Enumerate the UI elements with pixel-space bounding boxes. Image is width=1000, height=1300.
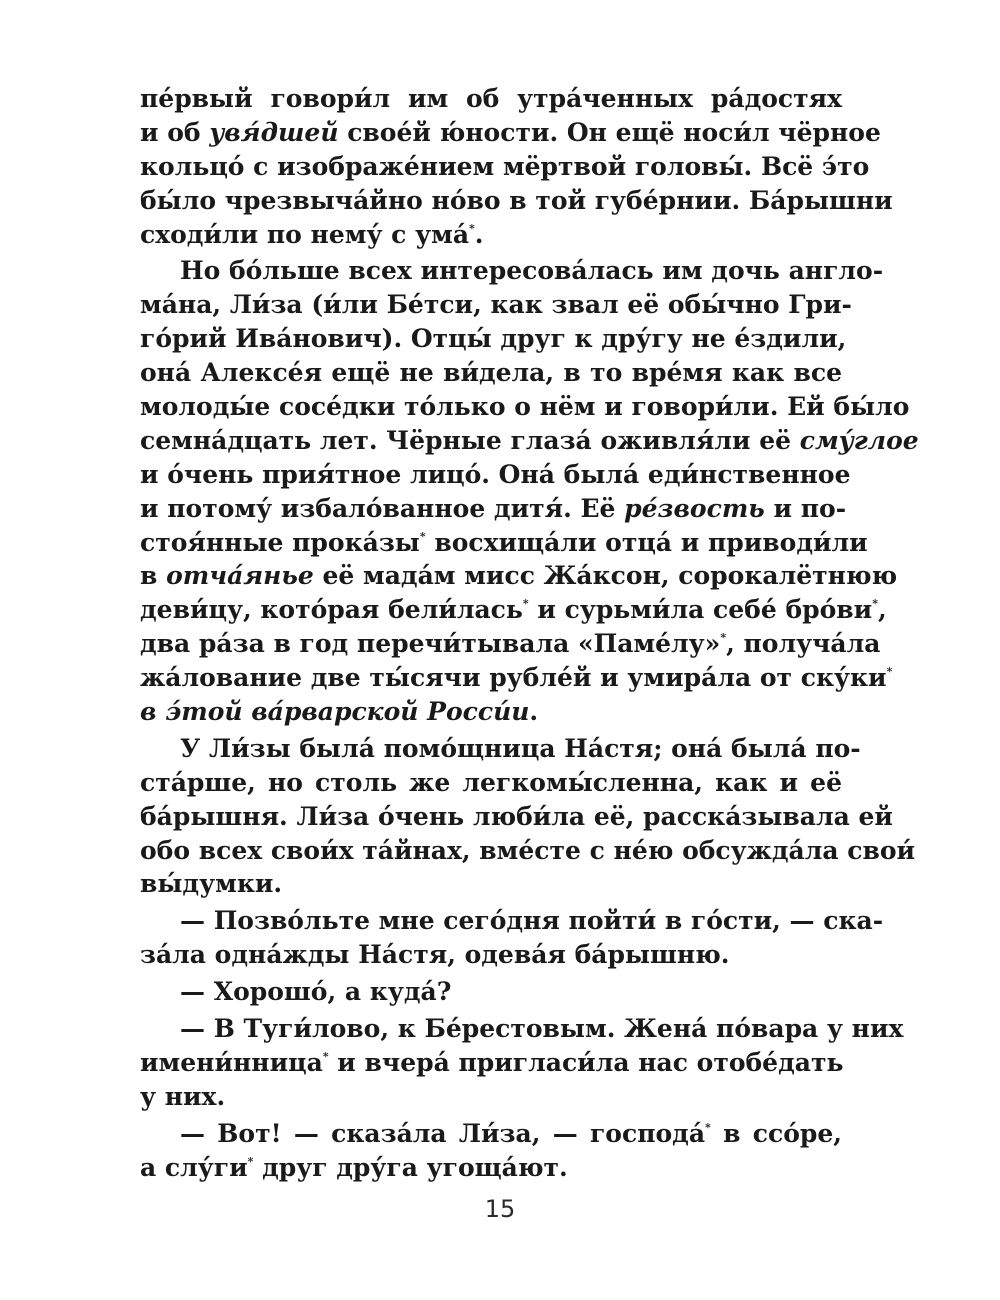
footnote-marker: *: [720, 631, 727, 645]
text-line: два ра́за в год перечи́тывала «Паме́лу»*, получа́ла: [140, 629, 881, 659]
text-line: и о́чень прия́тное лицо́. Она́ была́ еди́нственное: [140, 459, 851, 489]
text-line: она́ Алексе́я ещё не ви́дела, в то вре́мя как все: [140, 358, 842, 388]
book-page-text: [140, 82, 919, 1185]
text-line: за́ла одна́жды На́стя, одева́я ба́рышню.: [140, 940, 730, 970]
italic-word: увя́дшей: [209, 117, 339, 147]
text-line: бы́ло чрезвыча́йно но́во в той губе́рнии. Ба́рышни: [140, 185, 893, 215]
text-line: Но бо́льше всех интересова́лась им дочь англо-: [180, 256, 884, 286]
text-line: кольцо́ с изображе́нием мёртвой головы́. Всё э́то: [140, 151, 870, 181]
text-line: в э́той ва́рварской Росси́и.: [140, 697, 539, 727]
text-line: молоды́е сосе́дки то́лько о нём и говори́ли. Ей бы́ло: [140, 392, 910, 422]
text-line: го́рий Ива́нович). Отцы́ друг к дру́гу не е́здили,: [140, 324, 847, 354]
dialogue-line: — Хорошо́, а куда́?: [180, 977, 452, 1007]
text-line: ма́на, Ли́за (и́ли Бе́тси, как звал её обы́чно Гри-: [140, 290, 852, 320]
footnote-marker: *: [419, 529, 426, 543]
footnote-marker: *: [247, 1154, 254, 1168]
footnote-marker: *: [469, 221, 475, 235]
text-line: в отча́янье её мада́м мисс Жа́ксон, сорокалётнюю: [140, 561, 898, 591]
italic-word: отча́янье: [166, 561, 314, 591]
text-line: имени́нница* и вчера́ пригласи́ла нас отобе́дать: [140, 1047, 844, 1077]
page-number: 15: [484, 1195, 516, 1223]
text-line: и потому́ избало́ванное дитя́. Её ре́звость и по-: [140, 493, 847, 523]
italic-word: ре́звость: [624, 493, 765, 523]
text-line: а слу́ги* друг дру́га угоща́ют.: [140, 1152, 568, 1182]
text-line: пе́рвый говори́л им об утра́ченных ра́достях: [140, 84, 842, 113]
text-line: У Ли́зы была́ помо́щница На́стя; она́ была́ по-: [180, 733, 861, 763]
text-line: ста́рше, но столь же легкомы́сленна, как и её: [140, 767, 842, 797]
text-line: и об увя́дшей свое́й ю́ности. Он ещё носи́л чёрное: [140, 117, 881, 147]
footnote-marker: *: [322, 1049, 329, 1063]
text-line: обо всех свои́х та́йнах, вме́сте с не́ю обсужда́ла свои́: [140, 835, 916, 865]
dialogue-line: — Вот! — сказа́ла Ли́за, — господа́* в ссо́ре,: [180, 1118, 842, 1148]
text-line: вы́думки.: [140, 869, 283, 899]
text-line: деви́цу, кото́рая бели́лась* и сурьми́ла себе́ бро́ви*,: [140, 595, 887, 625]
dialogue-line: — В Туги́лово, к Бе́рестовым. Жена́ по́вара у них: [180, 1014, 904, 1044]
dialogue-line: — Позво́льте мне сего́дня пойти́ в го́сти, — ска-: [180, 906, 884, 936]
footnote-marker: *: [705, 1120, 711, 1134]
text-line: ба́рышня. Ли́за о́чень люби́ла её, расска́зывала ей: [140, 801, 893, 831]
italic-phrase: в э́той ва́рварской Росси́и: [140, 697, 530, 727]
footnote-marker: *: [872, 597, 878, 611]
text-line: стоя́нные прока́зы* восхища́ли отца́ и приводи́ли: [140, 527, 868, 557]
text-line: семна́дцать лет. Чёрные глаза́ оживля́ли её сму́глое: [140, 425, 919, 455]
text-line: жа́лование две ты́сячи рубле́й и умира́ла от ску́ки*: [140, 663, 893, 693]
text-line: у них.: [140, 1081, 226, 1111]
footnote-marker: *: [886, 665, 893, 679]
italic-word: сму́глое: [799, 425, 919, 455]
text-line: сходи́ли по нему́ с ума́*.: [140, 219, 484, 249]
footnote-marker: *: [522, 597, 529, 611]
